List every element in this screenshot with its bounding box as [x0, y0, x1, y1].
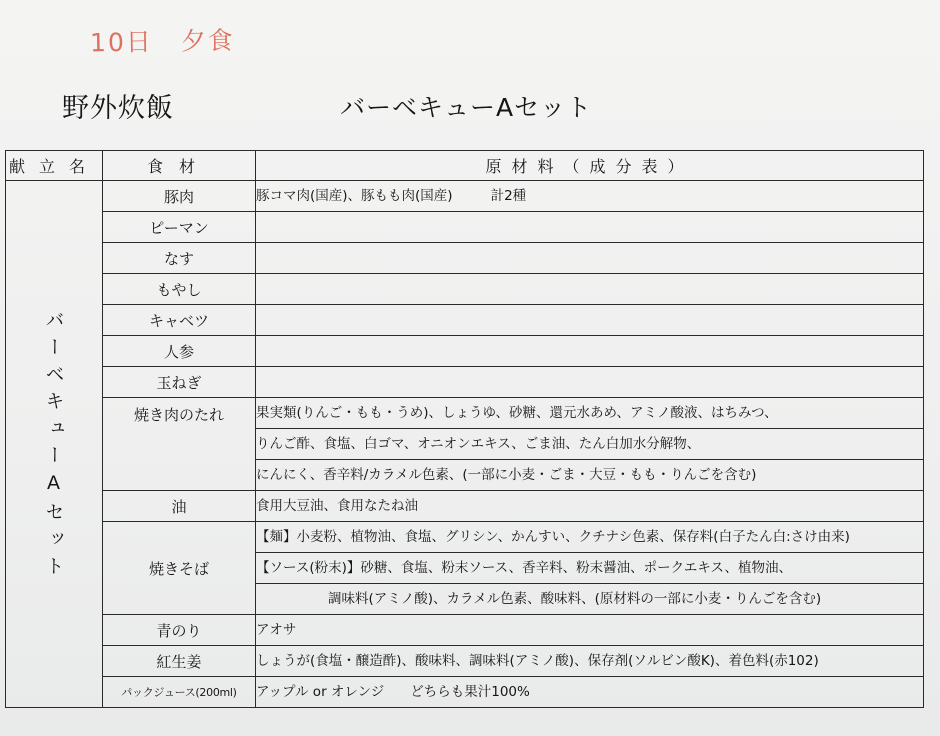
ingredients-cell — [256, 646, 924, 677]
ingredients-cell — [256, 336, 924, 367]
table-row — [6, 243, 924, 274]
table-row — [6, 615, 924, 646]
ingredient-line: アオサ — [256, 622, 297, 638]
food-name: 焼きそば — [103, 522, 256, 615]
food-name: 油 — [103, 491, 256, 522]
activity-title: 野外炊飯 — [62, 93, 174, 124]
set-title: バーベキューAセット — [340, 93, 593, 122]
table-row — [6, 367, 924, 398]
ingredient-line: 果実類(りんご・もも・うめ)、しょうゆ、砂糖、還元水あめ、アミノ酸液、はちみつ、 — [256, 398, 923, 429]
food-name: 青のり — [103, 615, 256, 646]
handwritten-meal: 夕食 — [180, 25, 236, 56]
ingredients-cell — [256, 181, 924, 212]
food-name: 焼き肉のたれ — [103, 398, 256, 491]
food-name: 玉ねぎ — [103, 367, 256, 398]
header-dish: 献立名 — [6, 151, 103, 181]
table-row — [6, 398, 924, 491]
ingredients-cell — [256, 615, 924, 646]
ingredients-cell — [256, 212, 924, 243]
ingredient-line — [256, 243, 923, 273]
ingredients-cell — [256, 274, 924, 305]
food-name: 豚肉 — [103, 181, 256, 212]
ingredients-table — [5, 150, 924, 708]
table-row — [6, 336, 924, 367]
ingredient-line — [256, 212, 923, 242]
food-name: キャベツ — [103, 305, 256, 336]
header-ingredients: 原材料（成分表） — [256, 151, 924, 181]
ingredients-cell — [256, 398, 924, 491]
ingredients-cell — [256, 305, 924, 336]
table-row — [6, 522, 924, 615]
food-name: なす — [103, 243, 256, 274]
table-row — [6, 181, 924, 212]
ingredients-cell — [256, 367, 924, 398]
ingredient-line: 【ソース(粉末)】砂糖、食塩、粉末ソース、香辛料、粉末醤油、ポークエキス、植物油、 — [256, 553, 923, 584]
food-name: パックジュース(200ml) — [103, 677, 256, 708]
food-name: 人参 — [103, 336, 256, 367]
table-row — [6, 305, 924, 336]
table-row — [6, 212, 924, 243]
ingredient-line — [256, 367, 923, 397]
ingredient-line: 調味料(アミノ酸)、カラメル色素、酸味料、(原材料の一部に小麦・りんごを含む) — [328, 591, 822, 607]
food-name: 紅生姜 — [103, 646, 256, 677]
handwritten-note — [90, 21, 253, 60]
ingredient-note: どちらも果汁100% — [410, 684, 530, 700]
ingredient-line: りんご酢、食塩、白ゴマ、オニオンエキス、ごま油、たん白加水分解物、 — [256, 429, 923, 460]
food-name: もやし — [103, 274, 256, 305]
header-food: 食材 — [103, 151, 256, 181]
table-row — [6, 646, 924, 677]
dish-name: バーベキューAセット — [42, 309, 65, 583]
header-row — [6, 151, 924, 181]
ingredients-cell — [256, 677, 924, 708]
ingredient-line: しょうが(食塩・醸造酢)、酸味料、調味料(アミノ酸)、保存剤(ソルビン酸K)、着色料(赤102) — [256, 653, 819, 669]
ingredient-line: 【麺】小麦粉、植物油、食塩、グリシン、かんすい、クチナシ色素、保存料(白子たん白:さけ由来) — [256, 522, 923, 553]
ingredients-cell — [256, 491, 924, 522]
food-name: ピーマン — [103, 212, 256, 243]
ingredients-cell — [256, 522, 924, 615]
ingredient-line: にんにく、香辛料/カラメル色素、(一部に小麦・ごま・大豆・もも・りんごを含む) — [256, 467, 757, 483]
ingredient-line: 豚コマ肉(国産)、豚もも肉(国産) — [256, 188, 453, 204]
dish-name-cell — [6, 181, 103, 708]
ingredients-cell — [256, 243, 924, 274]
ingredient-line — [256, 305, 923, 335]
ingredient-note: 計2種 — [490, 188, 527, 204]
table-row — [6, 274, 924, 305]
ingredient-line — [256, 274, 923, 304]
ingredient-line: アップル or オレンジ — [256, 684, 385, 700]
handwritten-day: 10日 — [89, 27, 154, 58]
table-row — [6, 677, 924, 708]
ingredient-line — [256, 336, 923, 366]
table-row — [6, 491, 924, 522]
ingredient-line: 食用大豆油、食用なたね油 — [256, 498, 418, 514]
